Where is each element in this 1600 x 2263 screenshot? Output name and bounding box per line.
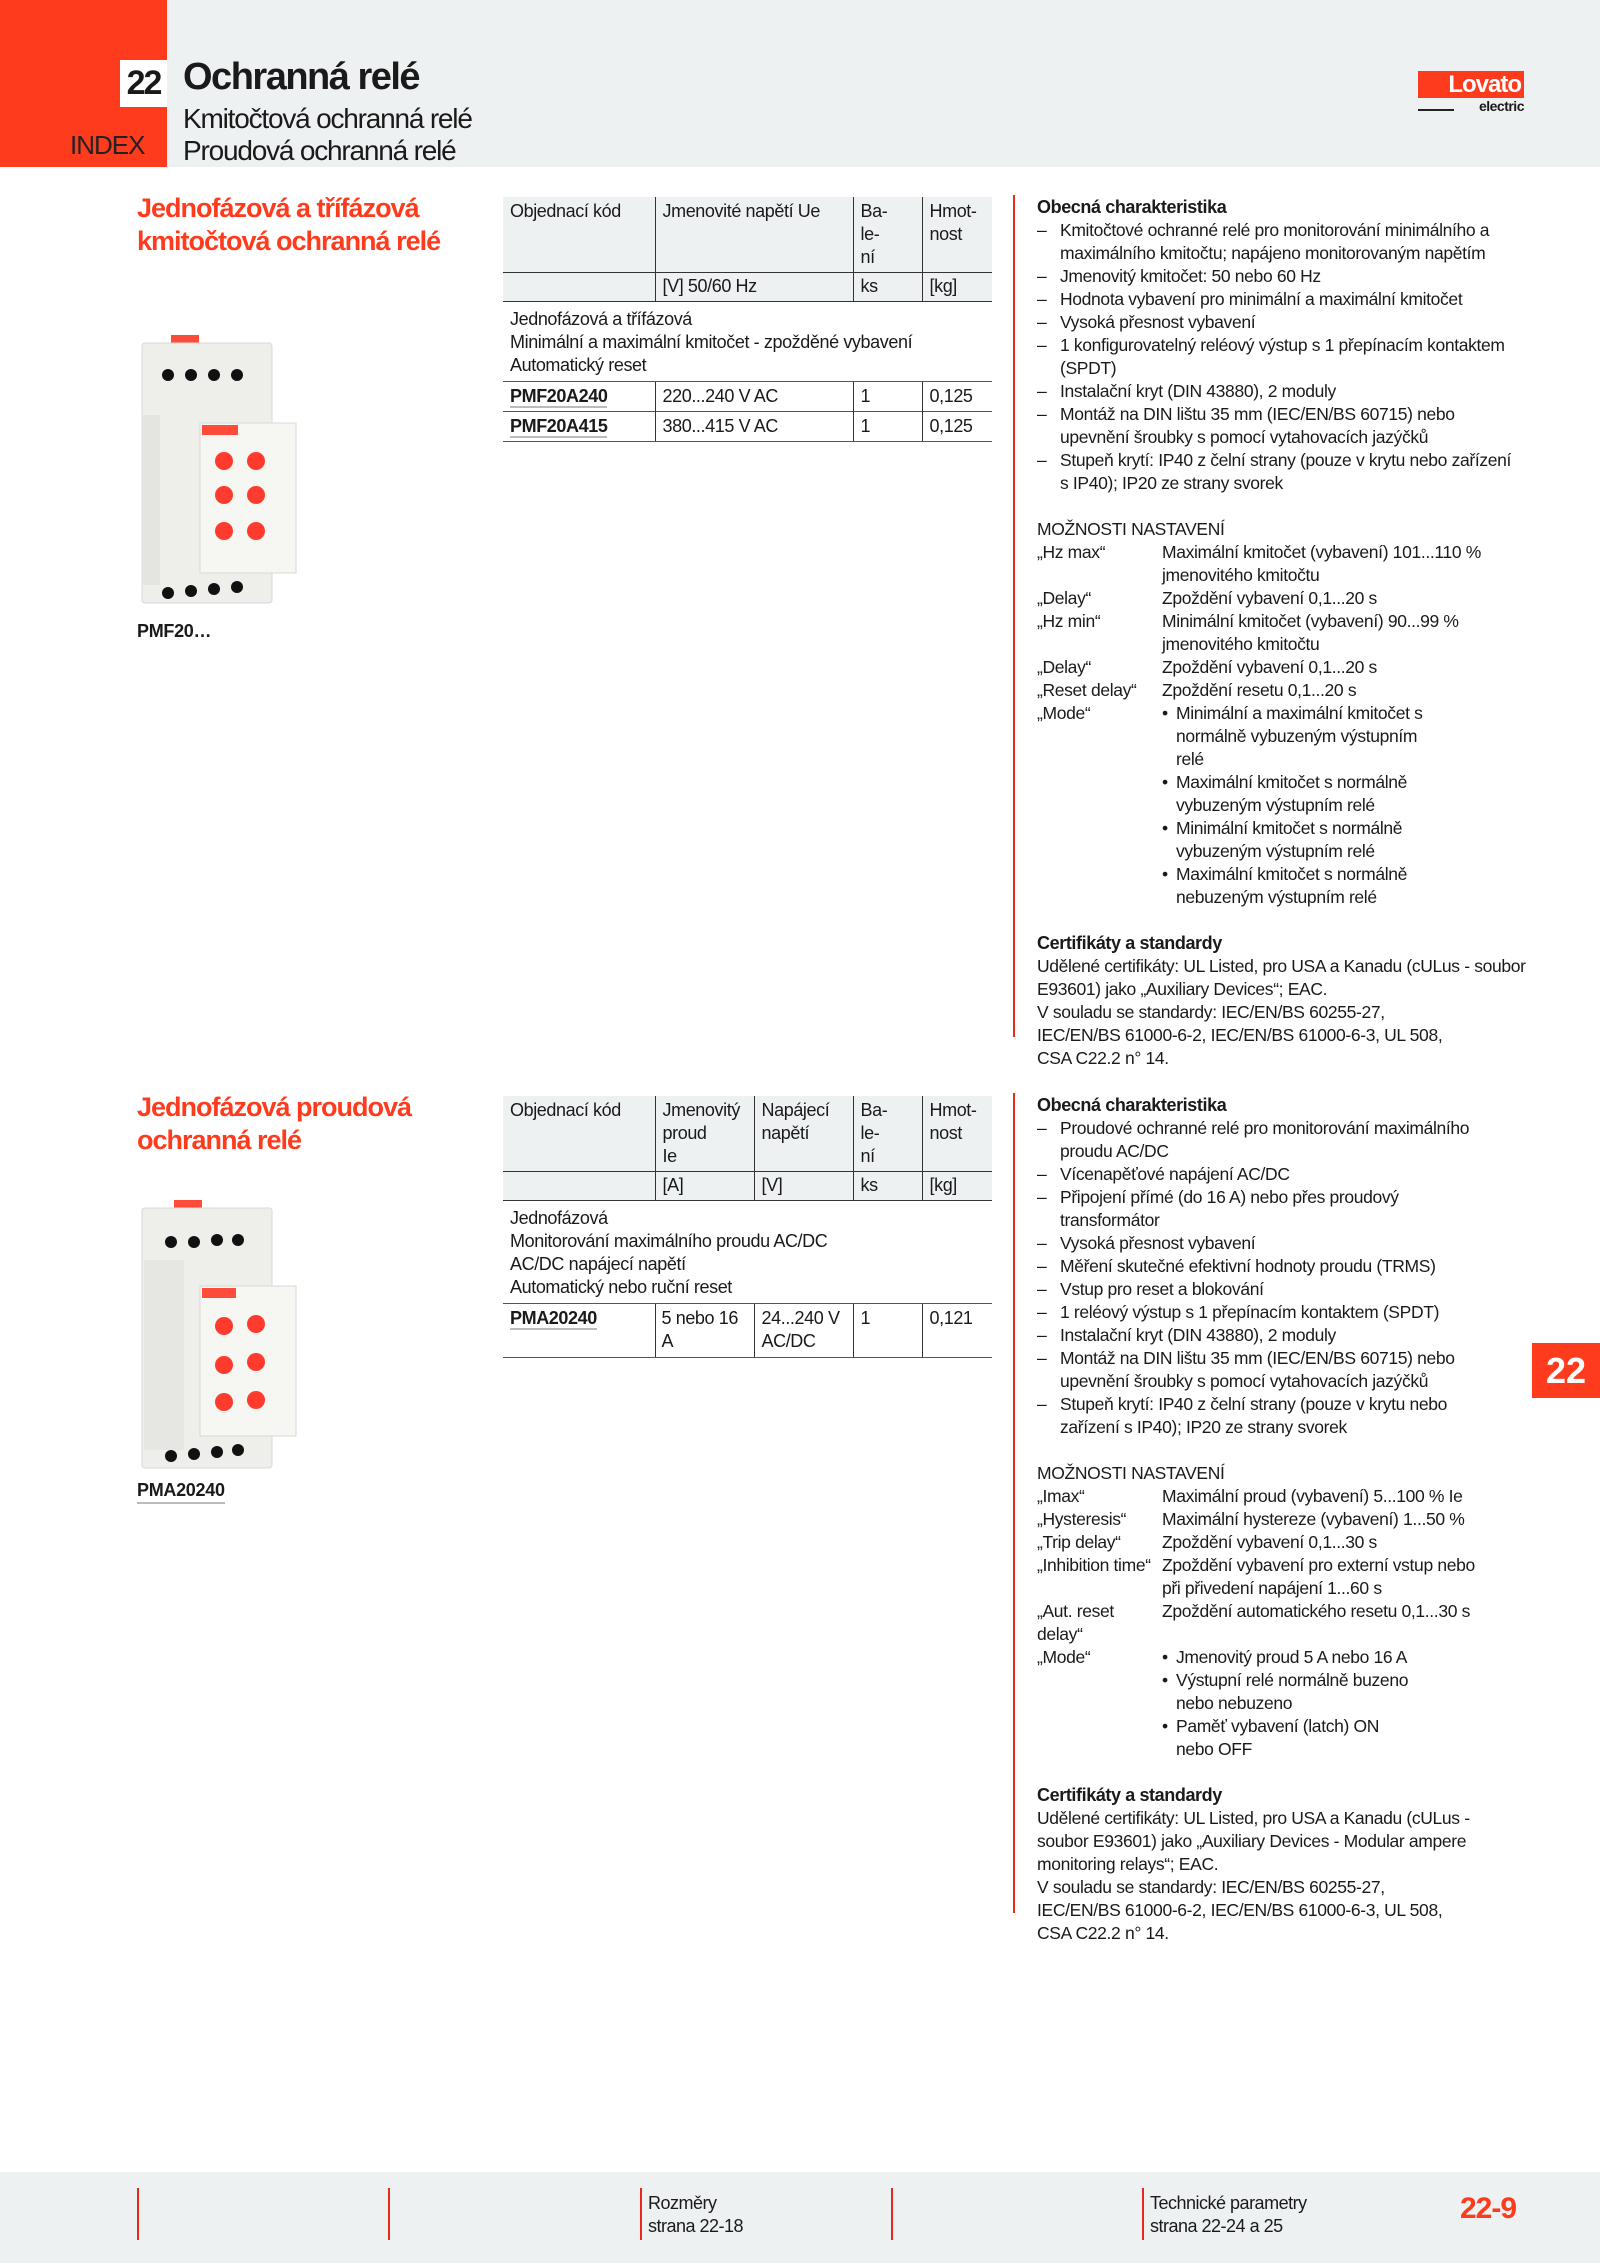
table-group-row	[503, 302, 992, 382]
mode-list	[1162, 702, 1557, 909]
table-row	[503, 382, 992, 412]
settings-list	[1037, 541, 1557, 702]
subtitle-frequency-relays: Kmitočtová ochranná relé	[183, 103, 472, 134]
general-item	[1037, 1393, 1557, 1439]
setting-item	[1037, 1531, 1557, 1554]
bullet-icon: •	[1162, 864, 1168, 884]
column-header: Hmot- nost	[922, 197, 992, 273]
bullet-icon: •	[1162, 703, 1168, 723]
setting-label: „Hz max“	[1037, 542, 1106, 562]
pack-cell: 1	[853, 1304, 922, 1358]
product-image-pma20240	[138, 1200, 298, 1483]
footer-divider	[891, 2188, 893, 2240]
unit-cell: ks	[853, 273, 922, 302]
dash-bullet: –	[1037, 335, 1047, 355]
subtitle-current-relays: Proudová ochranná relé	[183, 135, 456, 166]
setting-value: Zpoždění vybavení 0,1...20 s	[1162, 588, 1377, 608]
group-line: Jednofázová	[510, 1208, 608, 1228]
mode-text: Maximální kmitočet s normálně nebuzeným výstupním relé	[1176, 864, 1408, 907]
voltage-cell: 24...240 V AC/DC	[754, 1304, 853, 1358]
page-number: 22-9	[1460, 2192, 1517, 2225]
pack-cell: 1	[853, 412, 922, 442]
mode-text: Minimální kmitočet s normálně vybuzeným výstupním relé	[1176, 818, 1403, 861]
general-item-text: 1 konfigurovatelný reléový výstup s 1 přepínacím kontaktem (SPDT)	[1060, 335, 1505, 378]
cert-text: Udělené certifikáty: UL Listed, pro USA a Kanadu (cULus - soubor E93601) jako „Auxiliary Devices - Modular ampere monitoring relays“; EAC.	[1037, 1808, 1470, 1874]
dash-bullet: –	[1037, 1256, 1047, 1276]
footer-link-page: strana 22-18	[648, 2216, 744, 2236]
order-code[interactable]	[503, 412, 655, 442]
mode-text: Maximální kmitočet s normálně vybuzeným výstupním relé	[1176, 772, 1408, 815]
column-header: Jmenovitý proud Ie	[655, 1096, 754, 1172]
setting-label: „Inhibition time“	[1037, 1555, 1151, 1575]
general-item-text: Připojení přímé (do 16 A) nebo přes proudový transformátor	[1060, 1187, 1399, 1230]
setting-value: Maximální proud (vybavení) 5...100 % Ie	[1162, 1486, 1463, 1506]
bullet-icon: •	[1162, 818, 1168, 838]
footer-divider	[137, 2188, 139, 2240]
dash-bullet: –	[1037, 1233, 1047, 1253]
section-title-frequency: Jednofázová a třífázová kmitočtová ochranná relé	[137, 193, 441, 256]
setting-label: „Mode“	[1037, 1647, 1091, 1667]
unit-cell: ks	[853, 1172, 922, 1201]
general-item	[1037, 265, 1557, 288]
table-group-row	[503, 1201, 992, 1304]
mode-item	[1162, 863, 1557, 909]
mode-item	[1162, 1669, 1412, 1715]
general-list	[1037, 219, 1557, 495]
general-item	[1037, 1186, 1557, 1232]
description-frequency	[1037, 196, 1557, 1070]
dash-bullet: –	[1037, 1164, 1047, 1184]
setting-item	[1037, 1600, 1557, 1646]
dash-bullet: –	[1037, 312, 1047, 332]
mode-text: Paměť vybavení (latch) ON nebo OFF	[1176, 1716, 1380, 1759]
dash-bullet: –	[1037, 1118, 1047, 1138]
footer-link-page: strana 22-24 a 25	[1150, 2216, 1283, 2236]
setting-label: „Trip delay“	[1037, 1532, 1121, 1552]
group-line: Automatický reset	[510, 355, 647, 375]
setting-item	[1037, 1554, 1557, 1600]
column-header: Hmot- nost	[922, 1096, 992, 1172]
table-header-row	[503, 1096, 992, 1172]
dash-bullet: –	[1037, 1279, 1047, 1299]
column-divider	[1013, 1093, 1015, 1913]
relay-device-icon	[138, 1200, 298, 1478]
general-item-text: 1 reléový výstup s 1 přepínacím kontaktem (SPDT)	[1060, 1302, 1440, 1322]
table-row	[503, 1304, 992, 1358]
order-code[interactable]	[503, 1304, 655, 1358]
relay-device-icon	[138, 335, 298, 613]
general-item	[1037, 311, 1557, 334]
cert-text: Udělené certifikáty: UL Listed, pro USA a Kanadu (cULus - soubor E93601) jako „Auxiliary Devices“; EAC.	[1037, 956, 1526, 999]
mode-item	[1162, 771, 1557, 817]
setting-item	[1037, 656, 1557, 679]
settings-title: MOŽNOSTI NASTAVENÍ	[1037, 519, 1225, 539]
setting-item	[1037, 679, 1557, 702]
cert-title: Certifikáty a standardy	[1037, 1785, 1222, 1805]
voltage-cell: 380...415 V AC	[655, 412, 853, 442]
mode-item	[1162, 1715, 1412, 1761]
table-units-row	[503, 1172, 992, 1201]
general-item-text: Vstup pro reset a blokování	[1060, 1279, 1264, 1299]
image-caption[interactable]: PMA20240	[137, 1480, 225, 1504]
general-item	[1037, 288, 1557, 311]
footer-divider	[640, 2188, 642, 2240]
setting-value: Zpoždění vybavení pro externí vstup nebo při přivedení napájení 1...60 s	[1162, 1555, 1475, 1598]
dash-bullet: –	[1037, 1187, 1047, 1207]
setting-item	[1037, 610, 1557, 656]
footer-link-dimensions[interactable]	[648, 2192, 743, 2238]
table-header-row	[503, 197, 992, 273]
setting-mode	[1037, 702, 1557, 909]
mode-text: Minimální a maximální kmitočet s normálně vybuzeným výstupním relé	[1176, 703, 1423, 769]
general-item-text: Vysoká přesnost vybavení	[1060, 312, 1256, 332]
order-table-frequency	[503, 197, 992, 442]
product-image-pmf20	[138, 335, 298, 618]
setting-label: „Imax“	[1037, 1486, 1085, 1506]
order-code-link[interactable]: PMF20A240	[510, 386, 608, 406]
general-list	[1037, 1117, 1557, 1439]
general-item	[1037, 1347, 1557, 1393]
group-line: Jednofázová a třífázová	[510, 309, 692, 329]
group-line: AC/DC napájecí napětí	[510, 1254, 686, 1274]
lovato-logo	[1418, 71, 1524, 113]
weight-cell: 0,125	[922, 412, 992, 442]
group-line: Monitorování maximálního proudu AC/DC	[510, 1231, 828, 1251]
voltage-cell: 220...240 V AC	[655, 382, 853, 412]
setting-value: Zpoždění automatického resetu 0,1...30 s	[1162, 1601, 1470, 1621]
general-item	[1037, 1117, 1557, 1163]
column-header: Objednací kód	[503, 197, 655, 273]
column-header: Jmenovité napětí Ue	[655, 197, 853, 273]
group-line: Minimální a maximální kmitočet - zpožděné vybavení	[510, 332, 913, 352]
general-item-text: Hodnota vybavení pro minimální a maximální kmitočet	[1060, 289, 1463, 309]
general-item	[1037, 1324, 1557, 1347]
mode-list	[1162, 1646, 1412, 1761]
mode-item	[1162, 702, 1557, 771]
setting-label: „Reset delay“	[1037, 680, 1137, 700]
mode-text: Jmenovitý proud 5 A nebo 16 A	[1176, 1647, 1408, 1667]
general-item	[1037, 1232, 1557, 1255]
logo-brand: Lovato	[1418, 71, 1524, 98]
general-title: Obecná charakteristika	[1037, 1095, 1227, 1115]
general-item-text: Měření skutečné efektivní hodnoty proudu (TRMS)	[1060, 1256, 1436, 1276]
general-item	[1037, 1278, 1557, 1301]
footer-link-title: Technické parametry	[1150, 2193, 1307, 2213]
cert-text: V souladu se standardy: IEC/EN/BS 60255-27, IEC/EN/BS 61000-6-2, IEC/EN/BS 61000-6-3, UL 508, CSA C22.2 n° 14.	[1037, 1877, 1443, 1943]
footer-divider	[1142, 2188, 1144, 2240]
setting-label: „Mode“	[1037, 703, 1091, 723]
dash-bullet: –	[1037, 1302, 1047, 1322]
footer-link-title: Rozměry	[648, 2193, 717, 2213]
unit-cell: [A]	[655, 1172, 754, 1201]
unit-cell: [V]	[754, 1172, 853, 1201]
cert-title: Certifikáty a standardy	[1037, 933, 1222, 953]
page-footer	[0, 2172, 1600, 2263]
weight-cell: 0,125	[922, 382, 992, 412]
dash-bullet: –	[1037, 1325, 1047, 1345]
setting-value: Maximální hystereze (vybavení) 1...50 %	[1162, 1509, 1465, 1529]
dash-bullet: –	[1037, 1348, 1047, 1368]
setting-label: „Aut. reset delay“	[1037, 1601, 1114, 1644]
general-item	[1037, 1255, 1557, 1278]
description-current	[1037, 1094, 1557, 1945]
page-title: Ochranná relé	[183, 56, 420, 98]
mode-item	[1162, 1646, 1412, 1669]
general-item-text: Jmenovitý kmitočet: 50 nebo 60 Hz	[1060, 266, 1321, 286]
group-description	[503, 1201, 992, 1304]
unit-cell: [kg]	[922, 273, 992, 302]
footer-divider	[388, 2188, 390, 2240]
general-item-text: Kmitočtové ochranné relé pro monitorování minimálního a maximálního kmitočtu; napájeno monitorovaným napětím	[1060, 220, 1490, 263]
bullet-icon: •	[1162, 1647, 1168, 1667]
unit-cell	[503, 273, 655, 302]
setting-value: Zpoždění resetu 0,1...20 s	[1162, 680, 1357, 700]
group-description	[503, 302, 992, 382]
table-row	[503, 412, 992, 442]
general-item	[1037, 1301, 1557, 1324]
order-table-current	[503, 1096, 992, 1358]
weight-cell: 0,121	[922, 1304, 992, 1358]
column-header: Ba- le- ní	[853, 197, 922, 273]
setting-value: Maximální kmitočet (vybavení) 101...110 % jmenovitého kmitočtu	[1162, 542, 1481, 585]
bullet-icon: •	[1162, 1716, 1168, 1736]
dash-bullet: –	[1037, 381, 1047, 401]
bullet-icon: •	[1162, 1670, 1168, 1690]
general-item-text: Montáž na DIN lištu 35 mm (IEC/EN/BS 60715) nebo upevnění šroubky s pomocí vytahovacích jazýčků	[1060, 1348, 1455, 1391]
column-header: Objednací kód	[503, 1096, 655, 1172]
mode-item	[1162, 817, 1557, 863]
general-item-text: Instalační kryt (DIN 43880), 2 moduly	[1060, 1325, 1336, 1345]
setting-value: Zpoždění vybavení 0,1...20 s	[1162, 657, 1377, 677]
setting-label: „Delay“	[1037, 657, 1091, 677]
general-item-text: Vysoká přesnost vybavení	[1060, 1233, 1256, 1253]
chapter-tab[interactable]: 22	[1532, 1343, 1600, 1398]
setting-item	[1037, 1485, 1557, 1508]
dash-bullet: –	[1037, 450, 1047, 470]
logo-sub: electric	[1418, 98, 1524, 114]
column-header: Napájecí napětí	[754, 1096, 853, 1172]
current-cell: 5 nebo 16 A	[655, 1304, 754, 1358]
image-caption: PMF20…	[137, 621, 212, 641]
setting-label: „Hz min“	[1037, 611, 1101, 631]
dash-bullet: –	[1037, 220, 1047, 240]
general-title: Obecná charakteristika	[1037, 197, 1227, 217]
general-item-text: Instalační kryt (DIN 43880), 2 moduly	[1060, 381, 1336, 401]
general-item	[1037, 219, 1557, 265]
settings-title: MOŽNOSTI NASTAVENÍ	[1037, 1463, 1225, 1483]
cert-text: V souladu se standardy: IEC/EN/BS 60255-27, IEC/EN/BS 61000-6-2, IEC/EN/BS 61000-6-3, UL 508, CSA C22.2 n° 14.	[1037, 1002, 1443, 1068]
general-item	[1037, 403, 1557, 449]
general-item-text: Proudové ochranné relé pro monitorování maximálního proudu AC/DC	[1060, 1118, 1470, 1161]
setting-item	[1037, 1508, 1557, 1531]
general-item	[1037, 380, 1557, 403]
general-item-text: Stupeň krytí: IP40 z čelní strany (pouze v krytu nebo zařízení s IP40); IP20 ze strany svorek	[1060, 450, 1512, 493]
general-item	[1037, 1163, 1557, 1186]
setting-value: Minimální kmitočet (vybavení) 90...99 % jmenovitého kmitočtu	[1162, 611, 1459, 654]
dash-bullet: –	[1037, 289, 1047, 309]
section-title-current: Jednofázová proudová ochranná relé	[137, 1092, 412, 1155]
dash-bullet: –	[1037, 1394, 1047, 1414]
column-divider	[1013, 195, 1015, 1037]
general-item-text: Montáž na DIN lištu 35 mm (IEC/EN/BS 60715) nebo upevnění šroubky s pomocí vytahovacích jazýčků	[1060, 404, 1455, 447]
index-link[interactable]: INDEX	[70, 130, 145, 160]
unit-cell	[503, 1172, 655, 1201]
dash-bullet: –	[1037, 266, 1047, 286]
order-code-link[interactable]: PMF20A415	[510, 416, 608, 436]
general-item	[1037, 449, 1557, 495]
settings-list	[1037, 1485, 1557, 1646]
order-code-link[interactable]: PMA20240	[510, 1308, 597, 1328]
order-code[interactable]	[503, 382, 655, 412]
chapter-number: 22	[120, 60, 167, 107]
general-item	[1037, 334, 1557, 380]
mode-text: Výstupní relé normálně buzeno nebo nebuzeno	[1176, 1670, 1409, 1713]
general-item-text: Stupeň krytí: IP40 z čelní strany (pouze v krytu nebo zařízení s IP40); IP20 ze strany svorek	[1060, 1394, 1448, 1437]
table-units-row	[503, 273, 992, 302]
unit-cell: [kg]	[922, 1172, 992, 1201]
setting-value: Zpoždění vybavení 0,1...30 s	[1162, 1532, 1377, 1552]
pack-cell: 1	[853, 382, 922, 412]
footer-link-technical[interactable]	[1150, 2192, 1307, 2238]
setting-item	[1037, 541, 1557, 587]
group-line: Automatický nebo ruční reset	[510, 1277, 732, 1297]
setting-mode	[1037, 1646, 1557, 1761]
unit-cell: [V] 50/60 Hz	[655, 273, 853, 302]
general-item-text: Vícenapěťové napájení AC/DC	[1060, 1164, 1290, 1184]
setting-item	[1037, 587, 1557, 610]
setting-label: „Hysteresis“	[1037, 1509, 1127, 1529]
dash-bullet: –	[1037, 404, 1047, 424]
column-header: Ba- le- ní	[853, 1096, 922, 1172]
setting-label: „Delay“	[1037, 588, 1091, 608]
bullet-icon: •	[1162, 772, 1168, 792]
